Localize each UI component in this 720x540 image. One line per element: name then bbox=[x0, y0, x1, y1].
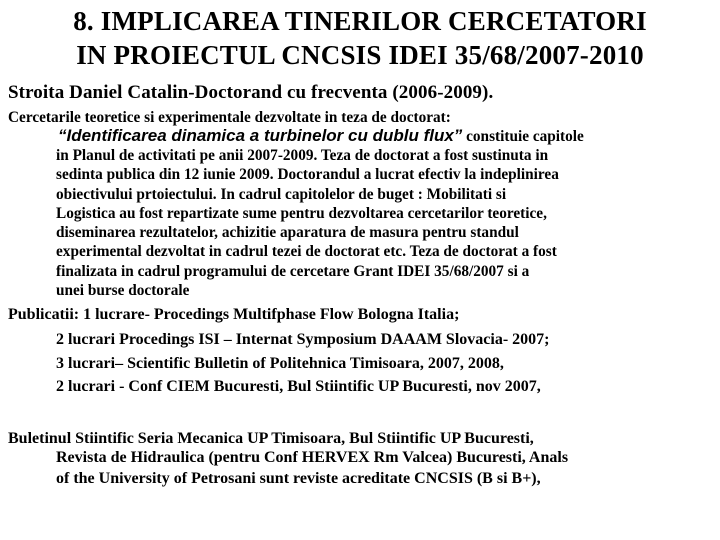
page-title bbox=[0, 4, 720, 72]
journals-line: Revista de Hidraulica (pentru Conf HERVEX Rm Valcea) Bucuresti, Anals bbox=[56, 449, 569, 466]
thesis-line bbox=[58, 127, 584, 147]
research-line: experimental dezvoltat in cadrul tezei de doctorat etc. Teza de doctorat a fost bbox=[56, 243, 557, 261]
research-body bbox=[56, 146, 559, 300]
publication-item: 2 lucrari Procedings ISI – Internat Symposium DAAAM Slovacia- 2007; bbox=[56, 331, 550, 348]
research-line: sedinta publica din 12 iunie 2009. Doctorandul a lucrat efectiv la indeplinirea bbox=[56, 166, 559, 184]
journals-lines bbox=[56, 448, 568, 489]
research-line: in Planul de activitati pe anii 2007-2009. Teza de doctorat a fost sustinuta in bbox=[56, 147, 549, 164]
research-line: finalizata in cadrul programului de cercetare Grant IDEI 35/68/2007 si a bbox=[56, 262, 530, 280]
research-line: obiectivului prtoiectului. In cadrul capitolelor de buget : Mobilitati si bbox=[56, 185, 507, 203]
research-line: Logistica au fost repartizate sume pentru dezvoltarea cercetarilor teoretice, bbox=[56, 204, 547, 222]
research-line: diseminarea rezultatelor, achizitie aparatura de masura pentru standul bbox=[56, 224, 519, 242]
subtitle: Stroita Daniel Catalin-Doctorand cu frecventa (2006-2009). bbox=[8, 82, 494, 103]
thesis-title: “Identificarea dinamica a turbinelor cu dublu flux” bbox=[58, 126, 463, 145]
journals-line: of the University of Petrosani sunt reviste acreditate CNCSIS (B si B+), bbox=[56, 469, 541, 487]
title-line-2: IN PROIECTUL CNCSIS IDEI 35/68/2007-2010 bbox=[76, 40, 644, 70]
publication-item: 3 lucrari– Scientific Bulletin of Politehnica Timisoara, 2007, 2008, bbox=[56, 354, 504, 372]
publication-item: 2 lucrari - Conf CIEM Bucuresti, Bul Stiintific UP Bucuresti, nov 2007, bbox=[56, 378, 541, 395]
publications-list bbox=[56, 328, 549, 399]
journals-first-line: Buletinul Stiintific Seria Mecanica UP Timisoara, Bul Stiintific UP Bucuresti, bbox=[8, 430, 534, 447]
research-intro: Cercetarile teoretice si experimentale dezvoltate in teza de doctorat: bbox=[8, 109, 451, 126]
title-line-1: 8. IMPLICAREA TINERILOR CERCETATORI bbox=[73, 6, 647, 36]
publications-head: Publicatii: 1 lucrare- Procedings Multifphase Flow Bologna Italia; bbox=[8, 306, 460, 323]
thesis-suffix: constituie capitole bbox=[462, 128, 584, 145]
research-line: unei burse doctorale bbox=[56, 282, 190, 300]
